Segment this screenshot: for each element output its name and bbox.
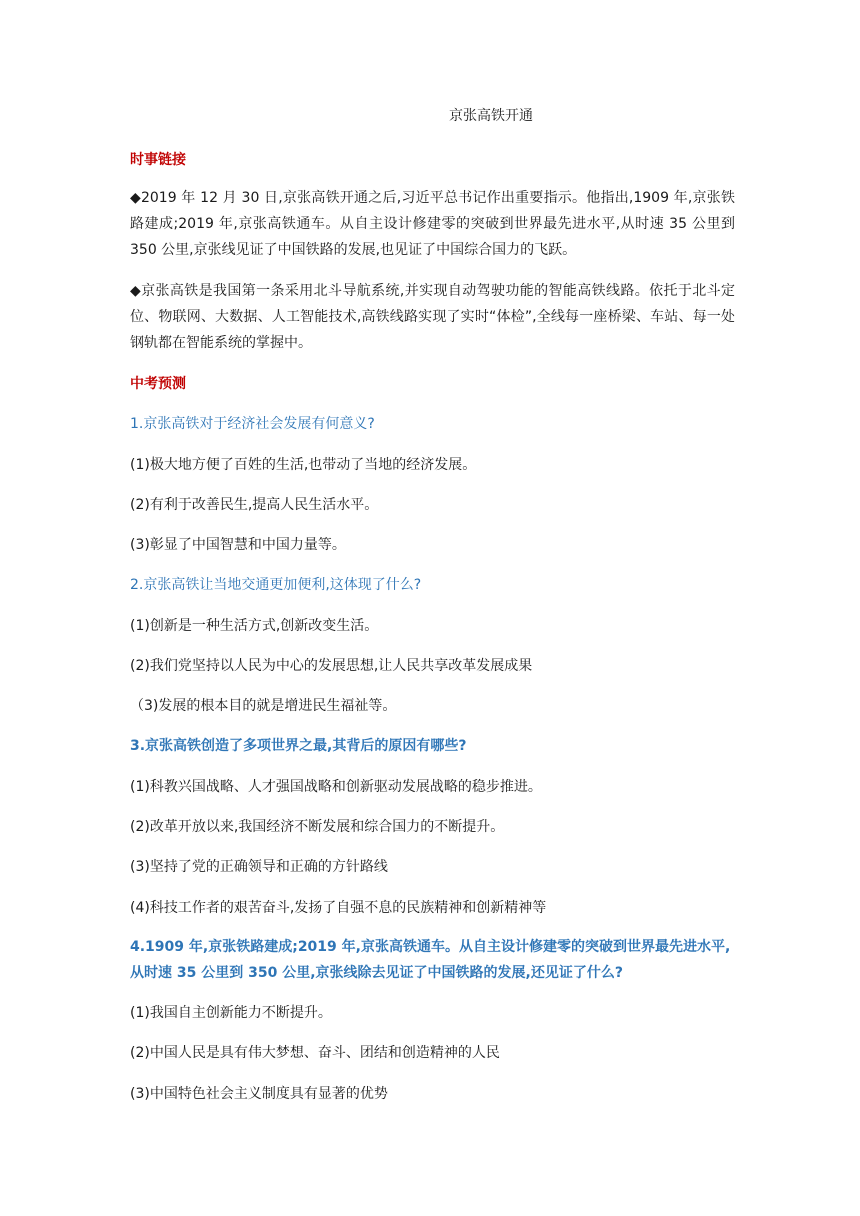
section-heading-exam-prediction: 中考预测 <box>130 376 186 392</box>
question-4: 4.1909 年,京张铁路建成;2019 年,京张高铁通车。从自主设计修建零的突破到世界最先进水平,从时速 35 公里到 350 公里,京张线除去见证了中国铁路的发展,还见证了什么? <box>130 939 731 981</box>
question-4-answer-2: (2)中国人民是具有伟大梦想、奋斗、团结和创造精神的人民 <box>130 1045 500 1061</box>
news-paragraph-2: ◆京张高铁是我国第一条采用北斗导航系统,并实现自动驾驶功能的智能高铁线路。依托于北斗定位、物联网、大数据、人工智能技术,高铁线路实现了实时“体检”,全线每一座桥梁、车站、每一处钢轨都在智能系统的掌握中。 <box>130 283 735 351</box>
question-1-answer-3: (3)彰显了中国智慧和中国力量等。 <box>130 537 346 553</box>
question-1: 1.京张高铁对于经济社会发展有何意义? <box>130 416 375 432</box>
question-3-answer-2: (2)改革开放以来,我国经济不断发展和综合国力的不断提升。 <box>130 819 505 835</box>
document-title: 京张高铁开通 <box>449 108 533 124</box>
question-2-answer-3: （3)发展的根本目的就是增进民生福祉等。 <box>130 698 397 714</box>
question-2-answer-1: (1)创新是一种生活方式,创新改变生活。 <box>130 618 379 634</box>
question-3-answer-4: (4)科技工作者的艰苦奋斗,发扬了自强不息的民族精神和创新精神等 <box>130 900 547 916</box>
question-1-answer-2: (2)有利于改善民生,提高人民生活水平。 <box>130 497 379 513</box>
question-1-answer-1: (1)极大地方便了百姓的生活,也带动了当地的经济发展。 <box>130 457 477 473</box>
news-paragraph-1: ◆2019 年 12 月 30 日,京张高铁开通之后,习近平总书记作出重要指示。他指出,1909 年,京张铁路建成;2019 年,京张高铁通车。从自主设计修建零的突破到世界最先进水平,从时速 35 公里到 350 公里,京张线见证了中国铁路的发展,也见证了中国综合国力的飞跃。 <box>130 190 735 258</box>
question-4-answer-1: (1)我国自主创新能力不断提升。 <box>130 1005 332 1021</box>
question-3-answer-3: (3)坚持了党的正确领导和正确的方针路线 <box>130 859 388 875</box>
section-heading-current-affairs: 时事链接 <box>130 152 186 168</box>
question-3-answer-1: (1)科教兴国战略、人才强国战略和创新驱动发展战略的稳步推进。 <box>130 779 542 795</box>
question-3: 3.京张高铁创造了多项世界之最,其背后的原因有哪些? <box>130 738 467 754</box>
question-2-answer-2: (2)我们党坚持以人民为中心的发展思想,让人民共享改革发展成果 <box>130 658 533 674</box>
question-4-answer-3: (3)中国特色社会主义制度具有显著的优势 <box>130 1086 388 1102</box>
question-2: 2.京张高铁让当地交通更加便利,这体现了什么? <box>130 577 422 593</box>
